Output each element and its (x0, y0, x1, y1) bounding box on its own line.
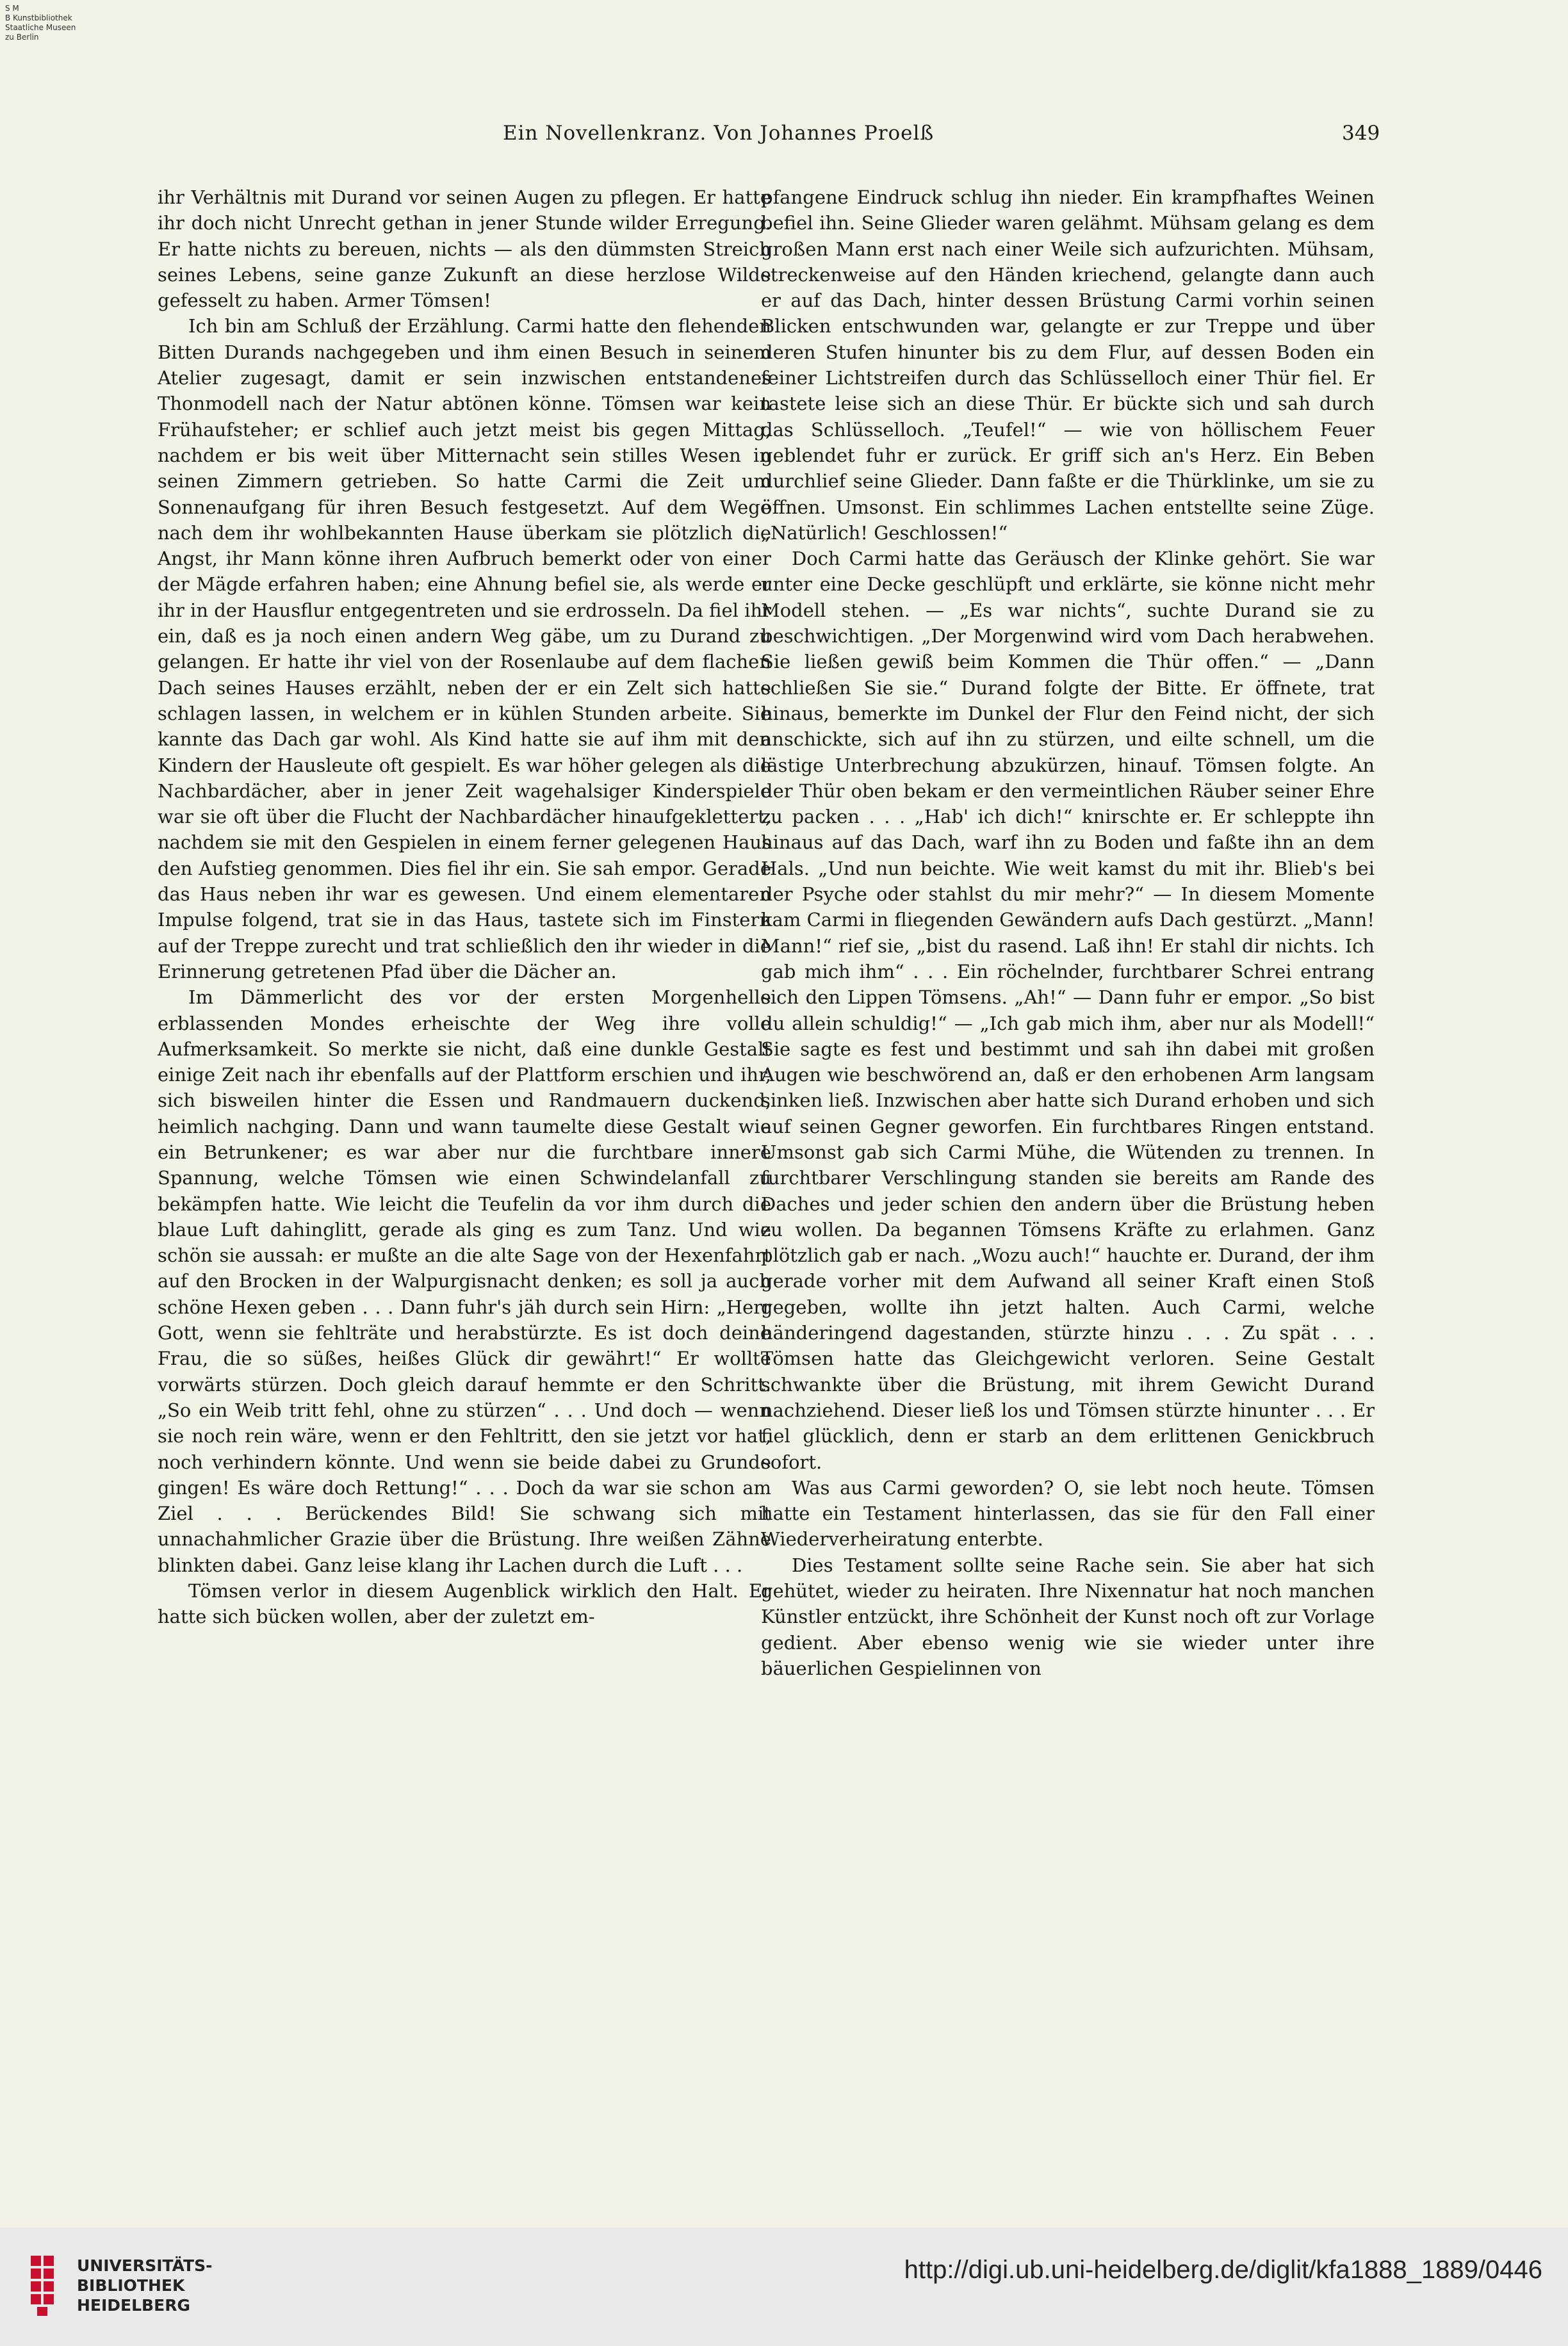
library-name-line: UNIVERSITÄTS- (77, 2256, 213, 2275)
library-stamp (5, 4, 76, 42)
paragraph: Tömsen verlor in diesem Augenblick wirklich den Halt. Er hatte sich bücken wollen, aber der zuletzt em- (158, 1580, 771, 1628)
paragraph: Dies Testament sollte seine Rache sein. Sie aber hat sich gehütet, wieder zu heiraten. Ihre Nixennatur hat noch manchen Künstler entzückt, ihre Schönheit der Kunst noch oft zur Vorlage gedient. Aber ebenso wenig wie sie wieder unter ihre bäuerlichen Gespielinnen von (761, 1554, 1375, 1679)
digitization-footer (0, 2228, 1568, 2346)
permalink-url[interactable]: http://digi.ub.uni-heidelberg.de/diglit/kfa1888_1889/0446 (904, 2256, 1542, 2284)
library-name-line: HEIDELBERG (77, 2296, 190, 2315)
text-column-right (761, 184, 1375, 1681)
paragraph: Doch Carmi hatte das Geräusch der Klinke gehört. Sie war unter eine Decke geschlüpft und erklärte, sie könne nicht mehr Modell stehen. — „Es war nichts“, suchte Durand sie zu beschwichtigen. „Der Morgenwind wird vom Dach herabwehen. Sie ließen gewiß beim Kommen die Thür offen.“ — „Dann schließen Sie sie.“ Durand folgte der Bitte. Er öffnete, trat hinaus, bemerkte im Dunkel der Flur den Feind nicht, der sich anschickte, sich auf ihn zu stürzen, und eilte schnell, um die lästige Unterbrechung abzukürzen, hinauf. Tömsen folgte. An der Thür oben bekam er den vermeintlichen Räuber seiner Ehre zu packen . . . „Hab' ich dich!“ knirschte er. Er schleppte ihn hinaus auf das Dach, warf ihn zu Boden und faßte ihn an dem Hals. „Und nun beichte. Wie weit kamst du mit ihr. Blieb's bei der Psyche oder stahlst du mir mehr?“ — In diesem Momente kam Carmi in fliegenden Gewändern aufs Dach gestürzt. „Mann! Mann!“ rief sie, „bist du rasend. Laß ihn! Er stahl dir nichts. Ich gab mich ihm“ . . . Ein röchelnder, furchtbarer Schrei entrang sich den Lippen Tömsens. „Ah!“ — Dann fuhr er empor. „So bist du allein schuldig!“ — „Ich gab mich ihm, aber nur als Modell!“ Sie sagte es fest und bestimmt und sah ihn dabei mit großen Augen wie beschwörend an, daß er den erhobenen Arm langsam sinken ließ. Inzwischen aber hatte sich Durand erhoben und sich auf seinen Gegner geworfen. Ein furchtbares Ringen entstand. Umsonst gab sich Carmi Mühe, die Wütenden zu trennen. In furchtbarer Verschlingung standen sie bereits am Rande des Daches und jeder schien den andern über die Brüstung heben zu wollen. Da begannen Tömsens Kräfte zu erlahmen. Ganz plötzlich gab er nach. „Wozu auch!“ hauchte er. Durand, der ihm gerade vorher mit dem Aufwand all seiner Kraft einen Stoß gegeben, wollte ihn jetzt halten. Auch Carmi, welche händeringend dagestanden, stürzte hinzu . . . Zu spät . . . Tömsen hatte das Gleichgewicht verloren. Seine Gestalt schwankte über die Brüstung, mit ihrem Gewicht Durand nachziehend. Dieser ließ los und Tömsen stürzte hinunter . . . Er fiel glücklich, denn er starb an dem erlittenen Genickbruch sofort. (761, 548, 1375, 1473)
library-name (77, 2256, 212, 2315)
paragraph: Im Dämmerlicht des vor der ersten Morgenhelle erblassenden Mondes erheischte der Weg ihre volle Aufmerksamkeit. So merkte sie nicht, daß eine dunkle Gestalt einige Zeit nach ihr ebenfalls auf der Plattform erschien und ihr, sich bisweilen hinter die Essen und Randmauern duckend, heimlich nachging. Dann und wann taumelte diese Gestalt wie ein Betrunkener; es war aber nur die furchtbare innere Spannung, welche Tömsen wie einen Schwindelanfall zu bekämpfen hatte. Wie leicht die Teufelin da vor ihm durch die blaue Luft dahinglitt, gerade als ging es zum Tanz. Und wie schön sie aussah: er mußte an die alte Sage von der Hexenfahrt auf den Brocken in der Walpurgisnacht denken; es soll ja auch schöne Hexen geben . . . Dann fuhr's jäh durch sein Hirn: „Herr Gott, wenn sie fehlträte und herabstürzte. Es ist doch deine Frau, die so süßes, heißes Glück dir gewährt!“ Er wollte vorwärts stürzen. Doch gleich darauf hemmte er den Schritt. „So ein Weib tritt fehl, ohne zu stürzen“ . . . Und doch — wenn sie noch rein wäre, wenn er den Fehltritt, den sie jetzt vor hat, noch verhindern könnte. Und wenn sie beide dabei zu Grunde gingen! Es wäre doch Rettung!“ . . . Doch da war sie schon am Ziel . . . Berückendes Bild! Sie schwang sich mit unnachahmlicher Grazie über die Brüstung. Ihre weißen Zähne blinkten dabei. Ganz leise klang ihr Lachen durch die Luft . . . (158, 986, 771, 1576)
university-library-logo-icon (28, 2253, 60, 2317)
paragraph: ihr Verhältnis mit Durand vor seinen Augen zu pflegen. Er hatte ihr doch nicht Unrecht gethan in jener Stunde wilder Erregung. Er hatte nichts zu bereuen, nichts — als den dümmsten Streich seines Lebens, seine ganze Zukunft an diese herzlose Wilde gefesselt zu haben. Armer Tömsen! (158, 186, 771, 312)
running-title: Ein Novellenkranz. Von Johannes Proelß (503, 122, 935, 145)
paragraph: Ich bin am Schluß der Erzählung. Carmi hatte den flehenden Bitten Durands nachgegeben und ihm einen Besuch in seinem Atelier zugesagt, damit er sein inzwischen entstandenes Thonmodell nach der Natur abtönen könne. Tömsen war kein Frühaufsteher; er schlief auch jetzt meist bis gegen Mittag, nachdem er bis weit über Mitternacht sein stilles Wesen in seinen Zimmern getrieben. So hatte Carmi die Zeit um Sonnenaufgang für ihren Besuch festgesetzt. Auf dem Wege nach dem ihr wohlbekannten Hause überkam sie plötzlich die Angst, ihr Mann könne ihren Aufbruch bemerkt oder von einer der Mägde erfahren haben; eine Ahnung befiel sie, als werde er ihr in der Hausflur entgegentreten und sie erdrosseln. Da fiel ihr ein, daß es ja noch einen andern Weg gäbe, um zu Durand zu gelangen. Er hatte ihr viel von der Rosenlaube auf dem flachen Dach seines Hauses erzählt, neben der er ein Zelt sich hatte schlagen lassen, in welchem er in kühlen Stunden arbeite. Sie kannte das Dach gar wohl. Als Kind hatte sie auf ihm mit den Kindern der Hausleute oft gespielt. Es war höher gelegen als die Nachbardächer, aber in jener Zeit wagehalsiger Kinderspiele war sie oft über die Flucht der Nachbardächer hinaufgeklettert, nachdem sie mit den Gespielen in einem ferner gelegenen Haus den Aufstieg genommen. Dies fiel ihr ein. Sie sah empor. Gerade das Haus neben ihr war es gewesen. Und einem elementaren Impulse folgend, trat sie in das Haus, tastete sich im Finstern auf der Treppe zurecht und trat schließlich den ihr wieder in die Erinnerung getretenen Pfad über die Dächer an. (158, 315, 771, 982)
stamp-line: S M (5, 4, 19, 13)
paragraph: Was aus Carmi geworden? O, sie lebt noch heute. Tömsen hatte ein Testament hinterlassen, das sie für den Fall einer Wiederverheiratung enterbte. (761, 1476, 1375, 1551)
page-number: 349 (1342, 122, 1380, 145)
paragraph: pfangene Eindruck schlug ihn nieder. Ein krampfhaftes Weinen befiel ihn. Seine Glieder waren gelähmt. Mühsam gelang es dem großen Mann erst nach einer Weile sich aufzurichten. Mühsam, streckenweise auf den Händen kriechend, gelangte dann auch er auf das Dach, hinter dessen Brüstung Carmi vorhin seinen Blicken entschwunden war, gelangte er zur Treppe und über deren Stufen hinunter bis zu dem Flur, auf dessen Boden ein feiner Lichtstreifen durch das Schlüsselloch einer Thür fiel. Er tastete leise sich an diese Thür. Er bückte sich und sah durch das Schlüsselloch. „Teufel!“ — wie von höllischem Feuer geblendet fuhr er zurück. Er griff sich an's Herz. Ein Beben durchlief seine Glieder. Dann faßte er die Thürklinke, um sie zu öffnen. Umsonst. Ein schlimmes Lachen entstellte seine Züge. „Natürlich! Geschlossen!“ (761, 186, 1375, 544)
stamp-line: zu Berlin (5, 33, 39, 42)
library-name-line: BIBLIOTHEK (77, 2276, 185, 2295)
text-column-left (158, 184, 771, 1630)
stamp-line: Staatliche Museen (5, 23, 76, 32)
stamp-line: B Kunstbibliothek (5, 13, 72, 22)
